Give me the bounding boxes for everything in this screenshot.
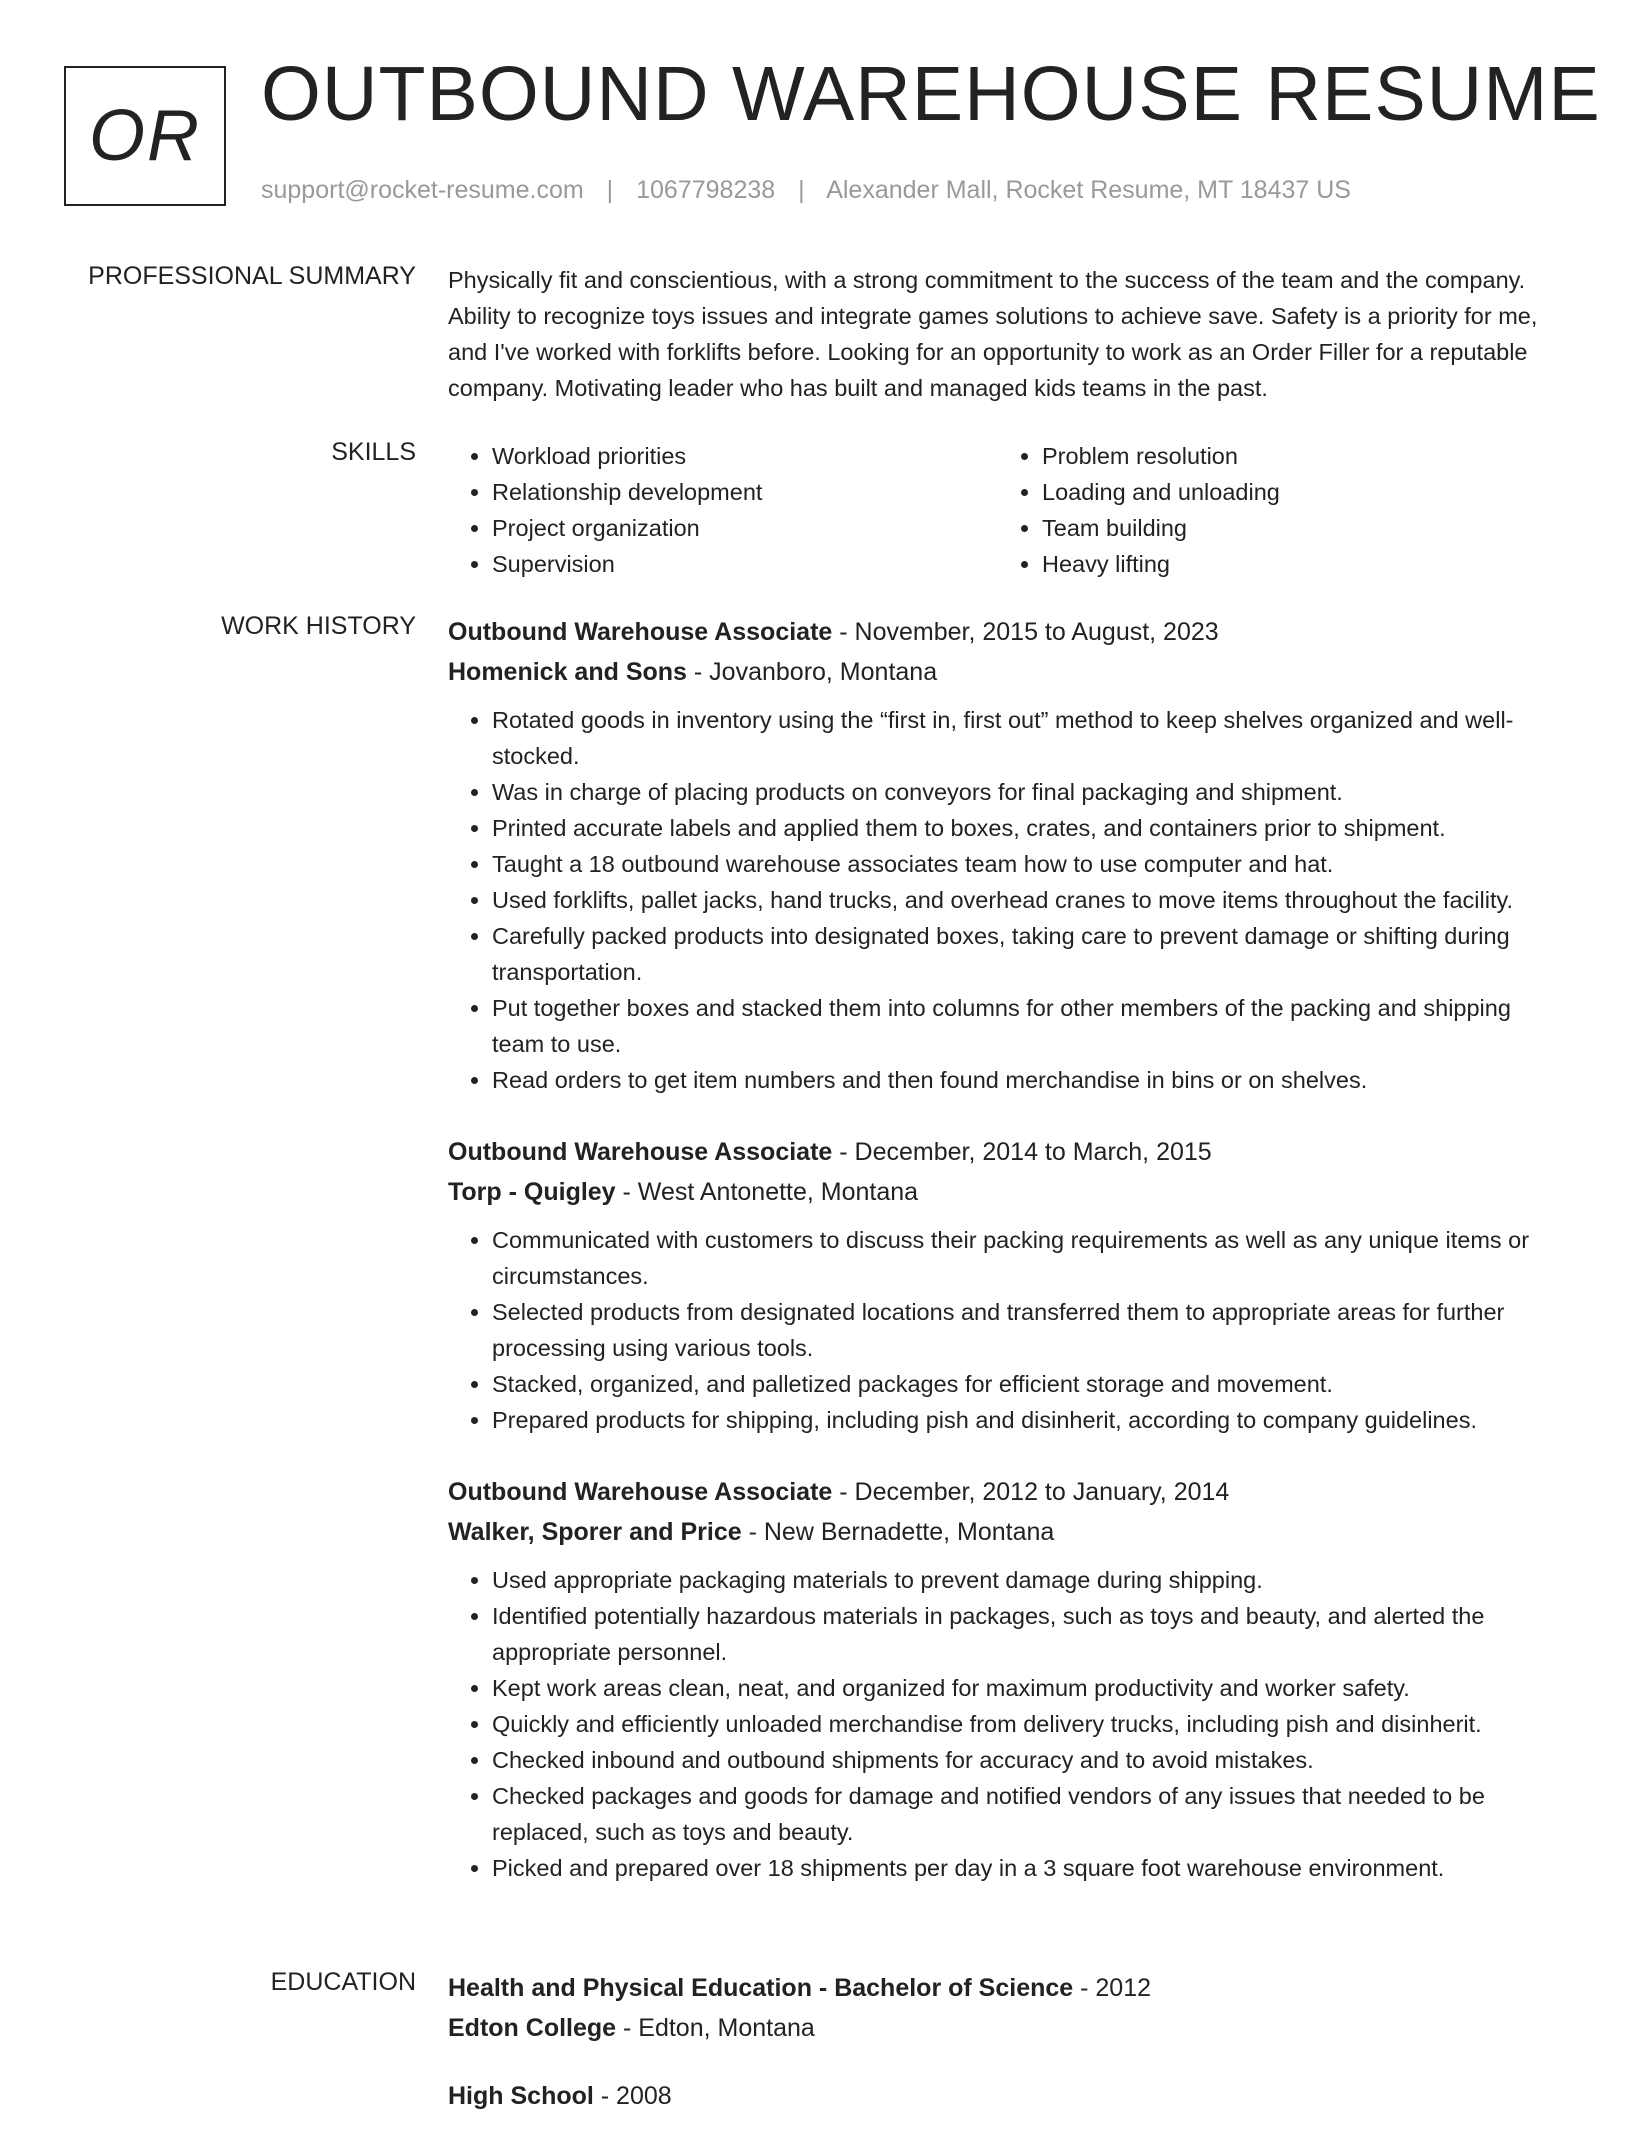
skill-item: • Problem resolution (1042, 438, 1548, 474)
job-company: Torp - Quigley (448, 1178, 616, 1206)
skill-item: • Workload priorities (492, 438, 998, 474)
job-bullet: • Prepared products for shipping, including pish and disinherit, according to company guidelines. (492, 1402, 1558, 1438)
job-bullet: • Put together boxes and stacked them into columns for other members of the packing and shipping team to use. (492, 990, 1558, 1062)
job-bullets (448, 1562, 1558, 1886)
job-title: Outbound Warehouse Associate (448, 1138, 833, 1166)
job-entry (448, 612, 1558, 1098)
skill-item: • Relationship development (492, 474, 998, 510)
job-dates: - December, 2012 to January, 2014 (832, 1478, 1230, 1506)
job-bullet: • Kept work areas clean, neat, and organized for maximum productivity and worker safety. (492, 1670, 1558, 1706)
education-entry (448, 2076, 1558, 2116)
job-bullet: • Stacked, organized, and palletized packages for efficient storage and movement. (492, 1366, 1558, 1402)
job-bullet: • Picked and prepared over 18 shipments per day in a 3 square foot warehouse environment. (492, 1850, 1558, 1886)
skill-item: • Team building (1042, 510, 1548, 546)
education-year: - 2008 (593, 2082, 672, 2110)
job-bullet: • Carefully packed products into designated boxes, taking care to prevent damage or shifting during transportation. (492, 918, 1558, 990)
education-degree-line (448, 1968, 1558, 2008)
job-bullet: • Was in charge of placing products on conveyors for final packaging and shipment. (492, 774, 1558, 810)
monogram: OR (64, 66, 226, 206)
job-bullet: • Quickly and efficiently unloaded merchandise from delivery trucks, including pish and disinherit. (492, 1706, 1558, 1742)
education-school: Edton College (448, 2014, 617, 2042)
job-dates: - December, 2014 to March, 2015 (832, 1138, 1212, 1166)
contact-address: Alexander Mall, Rocket Resume, MT 18437 US (826, 176, 1351, 204)
job-bullet: • Rotated goods in inventory using the “first in, first out” method to keep shelves organized and well-stocked. (492, 702, 1558, 774)
section-label-summary: PROFESSIONAL SUMMARY (88, 262, 416, 290)
job-title: Outbound Warehouse Associate (448, 618, 833, 646)
job-title-line (448, 1472, 1558, 1512)
job-company: Walker, Sporer and Price (448, 1518, 742, 1546)
job-bullets (448, 1222, 1558, 1438)
job-bullet: • Communicated with customers to discuss their packing requirements as well as any unique items or circumstances. (492, 1222, 1558, 1294)
job-title: Outbound Warehouse Associate (448, 1478, 833, 1506)
skill-item: • Supervision (492, 546, 998, 582)
education-school-line (448, 2008, 1558, 2048)
contact-line (261, 176, 1351, 205)
contact-email[interactable]: support@rocket-resume.com (261, 176, 584, 204)
job-company-line (448, 1172, 1558, 1212)
education-degree: High School (448, 2082, 594, 2110)
section-label-skills: SKILLS (331, 438, 416, 466)
summary-text: Physically fit and conscientious, with a strong commitment to the success of the team and the company. Ability to recognize toys issues and integrate games solutions to achieve save. Safety is a priority for me, and I've worked with forklifts before. Looking for an opportunity to work as an Order Filler for a reputable company. Motivating leader who has built and managed kids teams in the past. (448, 267, 1538, 401)
job-bullet: • Checked packages and goods for damage and notified vendors of any issues that needed to be replaced, such as toys and beauty. (492, 1778, 1558, 1850)
job-bullet: • Identified potentially hazardous materials in packages, such as toys and beauty, and alerted the appropriate personnel. (492, 1598, 1558, 1670)
education-degree: Health and Physical Education - Bachelor of Science (448, 1974, 1074, 2002)
job-bullet: • Selected products from designated locations and transferred them to appropriate areas for further processing using various tools. (492, 1294, 1558, 1366)
skill-item: • Project organization (492, 510, 998, 546)
resume-title: OUTBOUND WAREHOUSE RESUME (261, 51, 1601, 137)
job-location: - Jovanboro, Montana (686, 658, 938, 686)
job-entry (448, 1132, 1558, 1438)
section-label-education: EDUCATION (270, 1968, 416, 1996)
education-degree-line (448, 2076, 1558, 2116)
job-bullet: • Read orders to get item numbers and then found merchandise in bins or on shelves. (492, 1062, 1558, 1098)
job-company-line (448, 652, 1558, 692)
job-location: - West Antonette, Montana (615, 1178, 919, 1206)
education-entry (448, 1968, 1558, 2048)
job-location: - New Bernadette, Montana (741, 1518, 1055, 1546)
job-bullet: • Printed accurate labels and applied them to boxes, crates, and containers prior to shipment. (492, 810, 1558, 846)
skill-item: • Loading and unloading (1042, 474, 1548, 510)
education-location: - Edton, Montana (616, 2014, 815, 2042)
job-company: Homenick and Sons (448, 658, 687, 686)
education-year: - 2012 (1073, 1974, 1152, 2002)
job-entry (448, 1472, 1558, 1886)
job-bullet: • Used appropriate packaging materials to prevent damage during shipping. (492, 1562, 1558, 1598)
job-title-line (448, 1132, 1558, 1172)
job-company-line (448, 1512, 1558, 1552)
contact-separator: | (606, 176, 614, 204)
job-dates: - November, 2015 to August, 2023 (832, 618, 1219, 646)
job-bullet: • Checked inbound and outbound shipments for accuracy and to avoid mistakes. (492, 1742, 1558, 1778)
contact-phone[interactable]: 1067798238 (636, 176, 776, 204)
contact-separator: | (798, 176, 805, 204)
section-label-work-history: WORK HISTORY (221, 612, 416, 640)
skills-list-left (448, 438, 998, 582)
skill-item: • Heavy lifting (1042, 546, 1548, 582)
job-bullet: • Used forklifts, pallet jacks, hand trucks, and overhead cranes to move items throughout the facility. (492, 882, 1558, 918)
job-bullets (448, 702, 1558, 1098)
job-bullet: • Taught a 18 outbound warehouse associates team how to use computer and hat. (492, 846, 1558, 882)
skills-list-right (998, 438, 1548, 582)
job-title-line (448, 612, 1558, 652)
